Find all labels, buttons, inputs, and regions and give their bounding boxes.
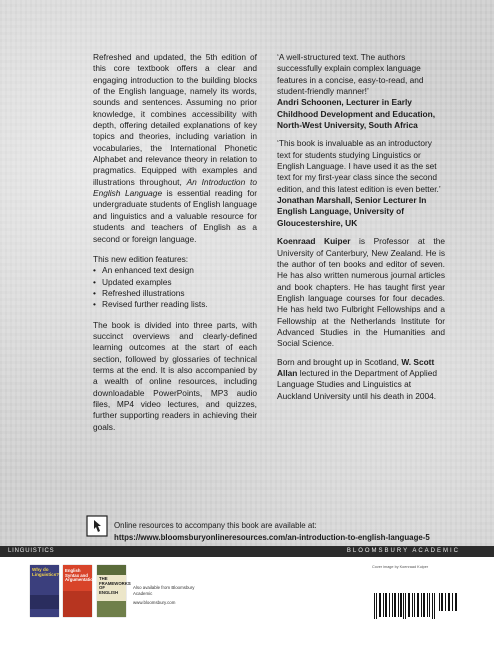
author-bio-kuiper: Koenraad Kuiper is Professor at the University of Canterbury, New Zealand. He is the author of ten books and editor of seven. He has also written numerous journal articles and book chapters. He has taught first year English language courses for four decades. He has held two Fulbright Fellowships and a Fellowship at the Netherlands Institute for Advanced Studies in the Humanities and Social Science. — [277, 236, 445, 349]
features-heading: This new edition features: — [93, 253, 189, 264]
review-quote: ‘A well-structured text. The authors successfully explain complex language features in a concise, easy-to-read, and student-friendly manner!’ — [277, 52, 424, 97]
related-book-cover — [63, 565, 96, 617]
list-item: • An enhanced text design — [93, 265, 257, 276]
review-attribution: Jonathan Marshall, Senior Lecturer In English Language, University of Gloucestershire, UK — [277, 195, 427, 228]
publisher-website[interactable]: www.bloomsbury.com — [133, 600, 176, 606]
barcode — [372, 593, 460, 621]
related-book-cover — [30, 565, 59, 617]
review-attribution: Andri Schoonen, Lecturer in Early Childhood Development and Education, North-West University, South Africa — [277, 97, 436, 131]
online-resources-url[interactable]: https://www.bloomsburyonlineresources.com/an-introduction-to-english-language-5 — [114, 533, 430, 542]
publisher-label: BLOOMSBURY ACADEMIC — [346, 548, 460, 554]
list-item: • Revised further reading lists. — [93, 299, 257, 310]
blurb-structure: The book is divided into three parts, with succinct overviews and clearly-defined learning outcomes at the start of each section, followed by glossaries of technical terms at the end. It is also accompanied by a wealth of online resources, including downloadable PowerPoints, MP3 audio files, MP4 video lectures, and quizzes, further supporting readers in achieving their goals. — [93, 319, 257, 432]
category-band — [0, 546, 494, 557]
list-item: • Refreshed illustrations — [93, 288, 257, 299]
online-resources-text: Online resources to accompany this book are available at: — [114, 521, 317, 530]
book-title-italic: An Introduction to English Language — [93, 176, 257, 199]
related-book-title: Why do Linguistics? — [32, 567, 60, 577]
cover-credit: Cover image by Koenraad Kuiper — [372, 565, 429, 569]
author-name: Koenraad Kuiper — [277, 236, 351, 247]
author-name: W. Scott Allan — [277, 356, 435, 378]
list-item: • Updated examples — [93, 277, 257, 288]
related-book-title: THE FRAMEWORKS OF ENGLISH — [99, 576, 131, 595]
footer — [0, 557, 494, 648]
reviews-authors-column — [277, 52, 445, 402]
review-quote: ‘This book is invaluable as an introductory text for students studying Linguistics or English Language. I have used it as the set text for my first-year class since the second edition, and this latest edition is even better.’ — [277, 138, 441, 194]
related-book-title: English Syntax and Argumentation — [65, 568, 96, 582]
related-book-cover — [97, 565, 131, 617]
also-available: Also available from Bloomsbury Academic www.bloomsbury.com — [133, 585, 203, 606]
author-bio-allan: Born and brought up in Scotland, W. Scott Allan lectured in the Department of Applied Language Studies and Linguistics at Auckland University until his death in 2004. — [277, 356, 438, 401]
features-list — [93, 265, 257, 310]
subject-label: LINGUISTICS — [8, 548, 55, 554]
blurb-column — [93, 52, 257, 433]
online-resources — [80, 520, 490, 544]
blurb-intro: Refreshed and updated, the 5th edition of this core textbook offers a clear and engaging introduction to the building blocks of the English language, namely its words, sounds and sentences. Assuming no prior knowledge, it combines accessibility with depth, offering detailed explanations of key topics and theories, including variation in vocabularies, the International Phonetic Alphabet and relevance theory in relation to pragmatics. Equipped with examples and illustrations throughout, An Introduction to English Language is essential reading for undergraduate students of English language and linguistics and a valuable resource for students and teachers of English as a second or foreign language. — [93, 52, 257, 244]
